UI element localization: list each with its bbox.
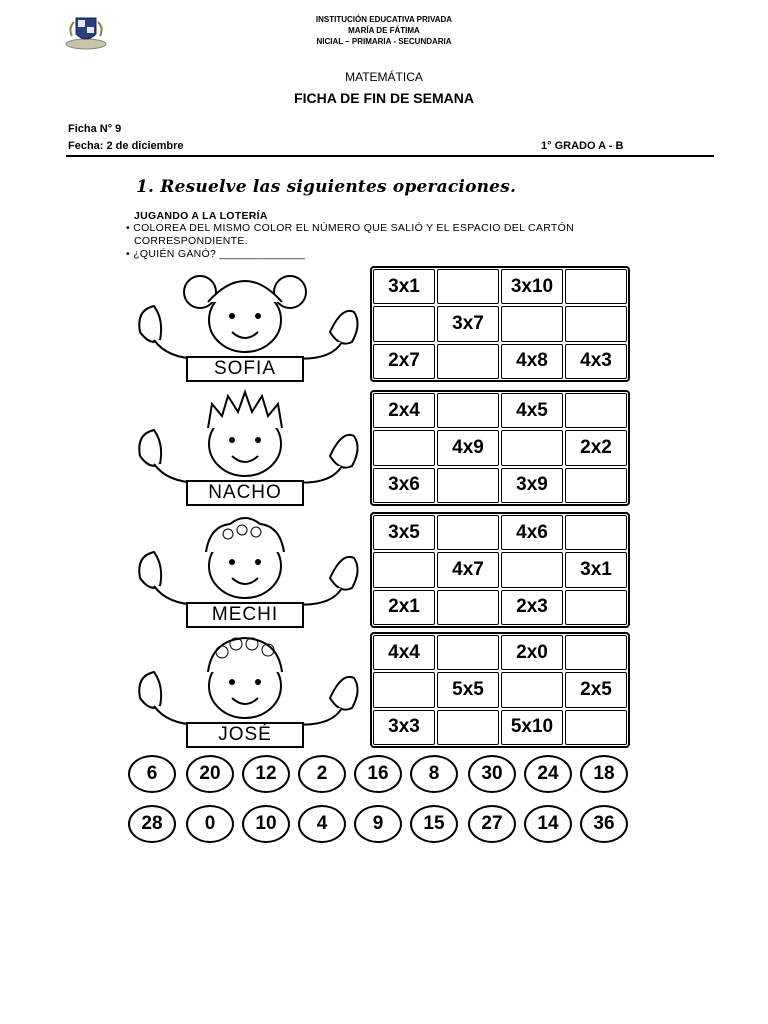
- board-cell[interactable]: 3x3: [373, 710, 435, 745]
- lottery-board: [370, 390, 630, 506]
- board-cell[interactable]: [565, 306, 627, 341]
- board-cell[interactable]: 2x3: [501, 590, 563, 625]
- player-name: JOSÉ: [186, 722, 304, 748]
- subject: MATEMÁTICA: [345, 70, 423, 84]
- board-cell[interactable]: 2x5: [565, 672, 627, 707]
- lottery-ball[interactable]: 8: [410, 755, 458, 793]
- lottery-ball[interactable]: 14: [524, 805, 572, 843]
- board-cell[interactable]: 2x0: [501, 635, 563, 670]
- school-name-line2: MARÍA DE FÁTIMA: [348, 26, 420, 35]
- board-cell[interactable]: [437, 635, 499, 670]
- lottery-ball[interactable]: 28: [128, 805, 176, 843]
- header-divider: [66, 155, 714, 157]
- board-cell[interactable]: [501, 306, 563, 341]
- instruction-bullet-1-cont: CORRESPONDIENTE.: [134, 235, 248, 247]
- instruction-bullet-2: • ¿QUIÉN GANÓ? ______________: [126, 248, 306, 260]
- board-cell[interactable]: [373, 672, 435, 707]
- board-cell[interactable]: [565, 590, 627, 625]
- player-name: MECHI: [186, 602, 304, 628]
- lottery-ball[interactable]: 18: [580, 755, 628, 793]
- lottery-ball[interactable]: 2: [298, 755, 346, 793]
- school-levels: NICIAL – PRIMARIA - SECUNDARIA: [316, 37, 452, 46]
- board-cell[interactable]: [501, 552, 563, 587]
- lottery-ball[interactable]: 0: [186, 805, 234, 843]
- board-cell[interactable]: [565, 515, 627, 550]
- board-cell[interactable]: 2x4: [373, 393, 435, 428]
- board-cell[interactable]: [501, 430, 563, 465]
- page-title: FICHA DE FIN DE SEMANA: [294, 90, 474, 106]
- board-cell[interactable]: [437, 590, 499, 625]
- board-cell[interactable]: 3x5: [373, 515, 435, 550]
- board-cell[interactable]: [373, 430, 435, 465]
- fecha: Fecha: 2 de diciembre: [68, 140, 184, 152]
- board-cell[interactable]: 3x9: [501, 468, 563, 503]
- board-cell[interactable]: 2x2: [565, 430, 627, 465]
- school-name-line1: INSTITUCIÓN EDUCATIVA PRIVADA: [315, 15, 453, 24]
- board-cell[interactable]: 4x5: [501, 393, 563, 428]
- board-cell[interactable]: [565, 710, 627, 745]
- lottery-ball[interactable]: 20: [186, 755, 234, 793]
- board-cell[interactable]: 3x10: [501, 269, 563, 304]
- board-cell[interactable]: 3x1: [565, 552, 627, 587]
- ficha-number: Ficha N° 9: [68, 123, 122, 135]
- grado: 1° GRADO A - B: [541, 140, 624, 152]
- board-cell[interactable]: 3x1: [373, 269, 435, 304]
- lottery-ball[interactable]: 9: [354, 805, 402, 843]
- instruction: 1. Resuelve las siguientes operaciones.: [136, 177, 517, 197]
- player-name: NACHO: [186, 480, 304, 506]
- lottery-ball[interactable]: 15: [410, 805, 458, 843]
- lottery-ball[interactable]: 6: [128, 755, 176, 793]
- board-cell[interactable]: [565, 393, 627, 428]
- board-cell[interactable]: 4x7: [437, 552, 499, 587]
- board-cell[interactable]: 3x6: [373, 468, 435, 503]
- lottery-ball[interactable]: 16: [354, 755, 402, 793]
- board-cell[interactable]: [437, 710, 499, 745]
- board-cell[interactable]: 5x10: [501, 710, 563, 745]
- board-cell[interactable]: 3x7: [437, 306, 499, 341]
- board-cell[interactable]: [565, 269, 627, 304]
- board-cell[interactable]: 4x8: [501, 344, 563, 379]
- lottery-board: [370, 632, 630, 748]
- lottery-ball[interactable]: 30: [468, 755, 516, 793]
- game-heading: JUGANDO A LA LOTERÍA: [134, 210, 268, 222]
- lottery-ball[interactable]: 10: [242, 805, 290, 843]
- board-cell[interactable]: [437, 393, 499, 428]
- board-cell[interactable]: [565, 635, 627, 670]
- lottery-ball[interactable]: 24: [524, 755, 572, 793]
- board-cell[interactable]: 4x9: [437, 430, 499, 465]
- instruction-bullet-1: • COLOREA DEL MISMO COLOR EL NÚMERO QUE SALIÓ Y EL ESPACIO DEL CARTÓN: [126, 222, 574, 234]
- lottery-ball[interactable]: 12: [242, 755, 290, 793]
- lottery-board: [370, 266, 630, 382]
- board-cell[interactable]: [501, 672, 563, 707]
- board-cell[interactable]: [437, 344, 499, 379]
- board-cell[interactable]: [565, 468, 627, 503]
- lottery-ball[interactable]: 4: [298, 805, 346, 843]
- lottery-ball[interactable]: 36: [580, 805, 628, 843]
- board-cell[interactable]: [437, 515, 499, 550]
- board-cell[interactable]: 4x3: [565, 344, 627, 379]
- board-cell[interactable]: [373, 306, 435, 341]
- board-cell[interactable]: 5x5: [437, 672, 499, 707]
- board-cell[interactable]: [373, 552, 435, 587]
- lottery-board: [370, 512, 630, 628]
- board-cell[interactable]: [437, 468, 499, 503]
- lottery-ball[interactable]: 27: [468, 805, 516, 843]
- board-cell[interactable]: 4x4: [373, 635, 435, 670]
- board-cell[interactable]: 2x1: [373, 590, 435, 625]
- board-cell[interactable]: [437, 269, 499, 304]
- player-name: SOFIA: [186, 356, 304, 382]
- board-cell[interactable]: 4x6: [501, 515, 563, 550]
- board-cell[interactable]: 2x7: [373, 344, 435, 379]
